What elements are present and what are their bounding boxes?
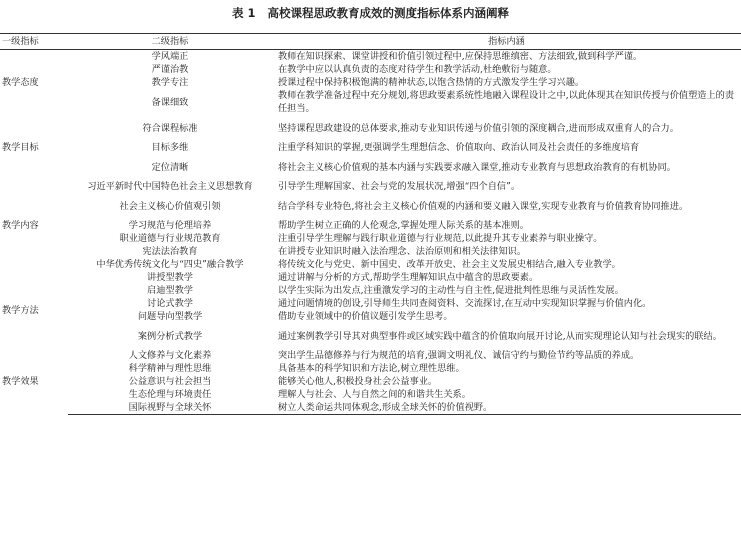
table-row <box>0 323 741 349</box>
level2-indicator: 中华优秀传统文化与“四史”融合教学 <box>96 259 244 270</box>
table-row <box>0 63 741 76</box>
level2-indicator: 启迪型教学 <box>147 285 193 296</box>
level2-indicator: 问题导向型教学 <box>137 311 203 322</box>
level1-indicator: 教学态度 <box>2 77 39 88</box>
level2-indicator: 符合课程标准 <box>142 122 198 134</box>
indicator-meaning: 突出学生品德修养与行为规范的培育,强调文明礼仪、诚信守约与勤俭节约等品质的养成。 <box>278 350 640 361</box>
table-header-row <box>0 34 741 50</box>
indicator-meaning: 理解人与社会、人与自然之间的和谐共生关系。 <box>278 389 471 400</box>
level2-indicator: 公益意识与社会担当 <box>128 376 212 387</box>
indicator-meaning: 授课过程中保持积极饱满的精神状态,以饱含热情的方式激发学生学习兴趣。 <box>278 77 585 88</box>
table-row <box>0 89 741 115</box>
level2-indicator: 讨论式教学 <box>147 298 193 309</box>
indicator-meaning: 结合学科专业特色,将社会主义核心价值观的内涵和要义融入课堂,实现专业教育与价值教育协同推进。 <box>278 200 689 212</box>
table-row <box>0 375 741 388</box>
table-row <box>0 388 741 401</box>
indicator-table <box>0 33 741 415</box>
level2-indicator: 案例分析式教学 <box>137 330 203 342</box>
level1-indicator: 教学目标 <box>2 142 39 153</box>
indicator-meaning: 在讲授专业知识时融入法治理念、法治原则和相关法律知识。 <box>278 246 527 257</box>
level1-indicator: 教学效果 <box>2 376 39 388</box>
table-row <box>0 219 741 232</box>
indicator-meaning: 树立人类命运共同体观念,形成全球关怀的价值视野。 <box>272 401 741 415</box>
level2-indicator: 职业道德与行业规范教育 <box>119 233 221 244</box>
table-caption <box>0 4 741 22</box>
indicator-meaning: 注重引导学生理解与践行职业道德与行业规范,以此提升其专业素养与职业操守。 <box>278 233 603 244</box>
indicator-meaning: 教师在教学准备过程中充分规划,将思政要素系统性地融入课程设计之中,以此体现其在知识传授与价值塑造上的责任担当。 <box>278 90 735 114</box>
table-row <box>0 245 741 258</box>
level1-indicator: 教学内容 <box>2 220 39 231</box>
indicator-meaning: 借助专业领域中的价值议题引发学生思考。 <box>278 311 453 322</box>
level2-indicator: 定位清晰 <box>151 161 189 173</box>
header-meaning: 指标内涵 <box>272 34 741 50</box>
level2-indicator: 教学专注 <box>151 77 189 88</box>
table-row <box>0 76 741 89</box>
header-level2: 二级指标 <box>68 34 272 50</box>
indicator-meaning: 将社会主义核心价值观的基本内涵与实践要求融入课堂,推动专业教育与思想政治教育的有机协同。 <box>278 161 676 173</box>
indicator-meaning: 具备基本的科学知识和方法论,树立理性思维。 <box>278 363 465 374</box>
table-title: 高校课程思政教育成效的测度指标体系内涵阐释 <box>267 6 509 20</box>
table-row <box>0 401 741 415</box>
indicator-meaning: 通过案例教学引导其对典型事件或区域实践中蕴含的价值取向展开讨论,从而实现理论认知与社会现实的联结。 <box>278 330 722 342</box>
indicator-meaning: 能够关心他人,积极投身社会公益事业。 <box>278 376 438 387</box>
table-row <box>0 297 741 310</box>
indicator-meaning: 将传统文化与党史、新中国史、改革开放史、社会主义发展史相结合,融入专业教学。 <box>278 259 621 270</box>
level2-indicator: 目标多维 <box>151 142 189 153</box>
table-label: 表 1 <box>231 6 256 20</box>
header-level1: 一级指标 <box>0 34 68 50</box>
table-row <box>0 141 741 154</box>
level2-indicator: 学风端正 <box>151 51 189 62</box>
indicator-meaning: 通过讲解与分析的方式,帮助学生理解知识点中蕴含的思政要素。 <box>278 272 539 283</box>
table-row <box>0 271 741 284</box>
level2-indicator: 人文修养与文化素养 <box>128 350 212 361</box>
table-row <box>0 258 741 271</box>
indicator-meaning: 注重学科知识的掌握,更强调学生理想信念、价值取向、政治认同及社会责任的多维度培育 <box>278 142 640 153</box>
indicator-meaning: 以学生实际为出发点,注重激发学习的主动性与自主性,促进批判性思维与灵活性发展。 <box>278 285 624 296</box>
table-row <box>0 232 741 245</box>
level1-indicator: 教学方法 <box>2 304 39 316</box>
level2-indicator: 备课细致 <box>151 96 189 108</box>
table-row <box>0 284 741 297</box>
level2-indicator: 讲授型教学 <box>147 272 193 283</box>
level2-indicator: 习近平新时代中国特色社会主义思想教育 <box>87 181 253 192</box>
table-row <box>0 50 741 64</box>
level2-indicator: 国际视野与全球关怀 <box>68 401 272 415</box>
table-row <box>0 115 741 141</box>
indicator-meaning: 帮助学生树立正确的人伦观念,掌握处理人际关系的基本准则。 <box>278 220 529 231</box>
indicator-meaning: 坚持课程思政建设的总体要求,推动专业知识传递与价值引领的深度耦合,进而形成双重育人的合力。 <box>278 122 679 134</box>
level2-indicator: 严谨治教 <box>151 64 189 75</box>
table-row <box>0 180 741 193</box>
table-row <box>0 193 741 219</box>
table-row <box>0 362 741 375</box>
table-row <box>0 349 741 362</box>
level2-indicator: 生态伦理与环境责任 <box>128 389 212 400</box>
indicator-meaning: 在教学中应以认真负责的态度对待学生和教学活动,杜绝敷衍与随意。 <box>278 64 557 75</box>
table-row <box>0 154 741 180</box>
level2-indicator: 宪法法治教育 <box>142 246 198 257</box>
level2-indicator: 社会主义核心价值观引领 <box>119 200 221 212</box>
indicator-meaning: 教师在知识探索、课堂讲授和价值引领过程中,应保持思维缜密、方法细致,做到科学严谨。 <box>278 51 643 62</box>
level2-indicator: 学习规范与伦理培养 <box>128 220 212 231</box>
indicator-meaning: 通过问题情境的创设,引导师生共同查阅资料、交流探讨,在互动中实现知识掌握与价值内化。 <box>278 298 652 309</box>
indicator-meaning: 引导学生理解国家、社会与党的发展状况,增强“四个自信”。 <box>278 181 521 192</box>
level2-indicator: 科学精神与理性思维 <box>128 363 212 374</box>
table-row <box>0 310 741 323</box>
